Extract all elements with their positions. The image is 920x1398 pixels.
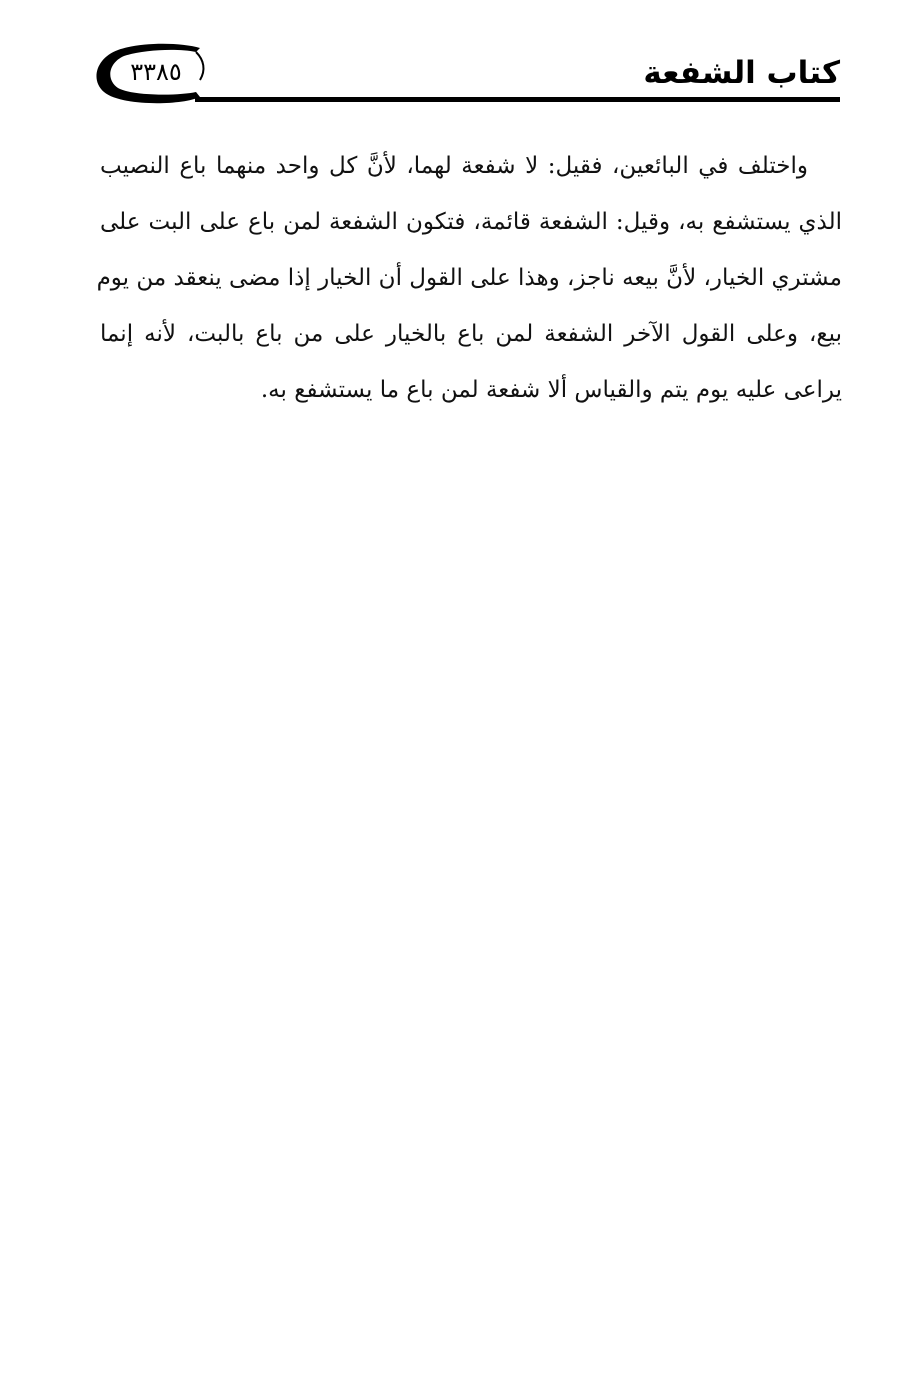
page-header xyxy=(0,0,920,120)
text-line: بيع، وعلى القول الآخر الشفعة لمن باع بالخيار على من باع بالبت، لأنه إنما xyxy=(100,321,842,347)
text-line: واختلف في البائعين، فقيل: لا شفعة لهما، لأنَّ كل واحد منهما باع النصيب xyxy=(100,153,808,179)
page-number: ٣٣٨٥ xyxy=(130,58,182,86)
text-line: يراعى عليه يوم يتم والقياس ألا شفعة لمن باع ما يستشفع به. xyxy=(260,377,842,403)
header-rule xyxy=(195,97,840,102)
body-paragraph xyxy=(96,138,842,418)
text-line: مشتري الخيار، لأنَّ بيعه ناجز، وهذا على القول أن الخيار إذا مضى ينعقد من يوم xyxy=(96,265,842,291)
chapter-title: كتاب الشفعة xyxy=(643,55,840,91)
text-line: الذي يستشفع به، وقيل: الشفعة قائمة، فتكون الشفعة لمن باع على البت على xyxy=(100,209,842,235)
